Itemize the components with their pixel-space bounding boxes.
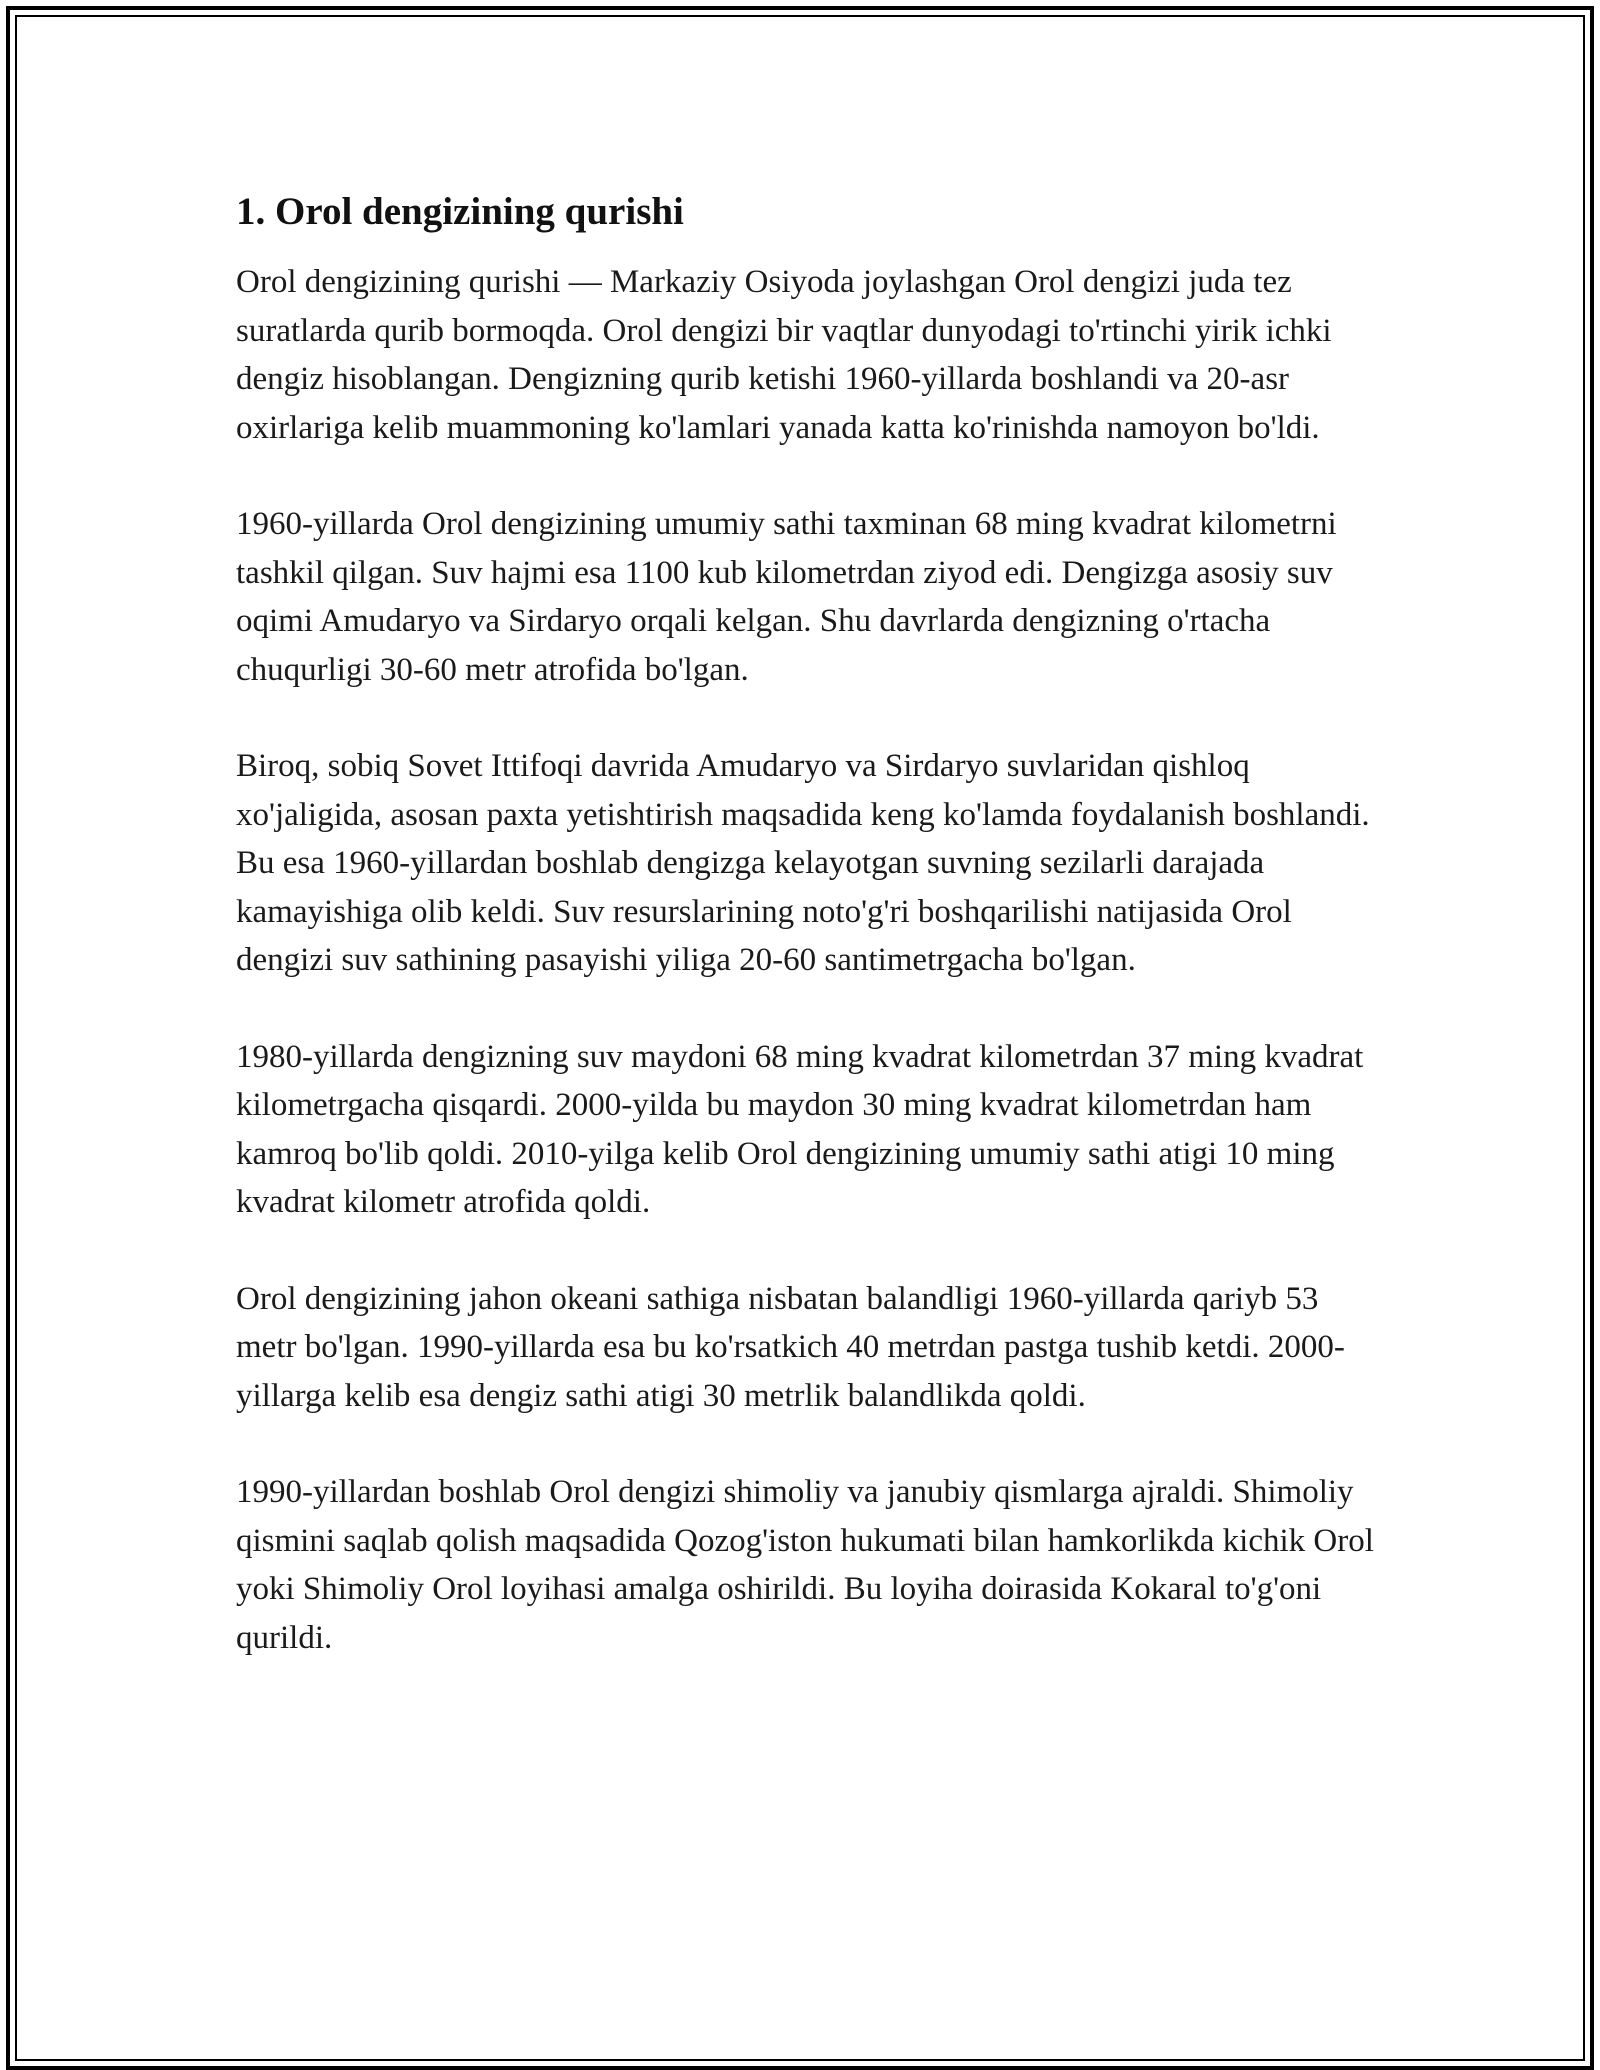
section-heading: 1. Orol dengizining qurishi (236, 190, 684, 233)
paragraph-3: Biroq, sobiq Sovet Ittifoqi davrida Amudaryo va Sirdaryo suvlaridan qishloq xo'jaligida, asosan paxta yetishtirish maqsadida keng ko'lamda foydalanish boshlandi. Bu esa 1960-yillardan boshlab dengizga kelayotgan suvning sezilarli darajada kamayishiga olib keldi. Suv resurslarining noto'g'ri boshqarilishi natijasida Orol dengizi suv sathining pasayishi yiliga 20-60 santimetrgacha bo'lgan. (236, 748, 1370, 978)
paragraph-5: Orol dengizining jahon okeani sathiga nisbatan balandligi 1960-yillarda qariyb 53 metr bo'lgan. 1990-yillarda esa bu ko'rsatkich 40 metrdan pastga tushib ketdi. 2000-yillarga kelib esa dengiz sathi atigi 30 metrlik balandlikda qoldi. (236, 1280, 1345, 1414)
paragraph-6: 1990-yillardan boshlab Orol dengizi shimoliy va janubiy qismlarga ajraldi. Shimoliy qismini saqlab qolish maqsadida Qozog'iston hukumati bilan hamkorlikda kichik Orol yoki Shimoliy Orol loyihasi amalga oshirildi. Bu loyiha doirasida Kokaral to'g'oni qurildi. (236, 1474, 1374, 1656)
paragraph-4: 1980-yillarda dengizning suv maydoni 68 ming kvadrat kilometrdan 37 ming kvadrat kilometrgacha qisqardi. 2000-yilda bu maydon 30 ming kvadrat kilometrdan ham kamroq bo'lib qoldi. 2010-yilga kelib Orol dengizining umumiy sathi atigi 10 ming kvadrat kilometr atrofida qoldi. (236, 1038, 1364, 1220)
paragraph-2: 1960-yillarda Orol dengizining umumiy sathi taxminan 68 ming kvadrat kilometrni tashkil qilgan. Suv hajmi esa 1100 kub kilometrdan ziyod edi. Dengizga asosiy suv oqimi Amudaryo va Sirdaryo orqali kelgan. Shu davrlarda dengizning o'rtacha chuqurligi 30-60 metr atrofida bo'lgan. (236, 506, 1337, 688)
paragraph-1: Orol dengizining qurishi — Markaziy Osiyoda joylashgan Orol dengizi juda tez suratlarda qurib bormoqda. Orol dengizi bir vaqtlar dunyodagi to'rtinchi yirik ichki dengiz hisoblangan. Dengizning qurib ketishi 1960-yillarda boshlandi va 20-asr oxirlariga kelib muammoning ko'lamlari yanada katta ko'rinishda namoyon bo'ldi. (236, 264, 1332, 446)
document-body (236, 186, 1376, 1710)
